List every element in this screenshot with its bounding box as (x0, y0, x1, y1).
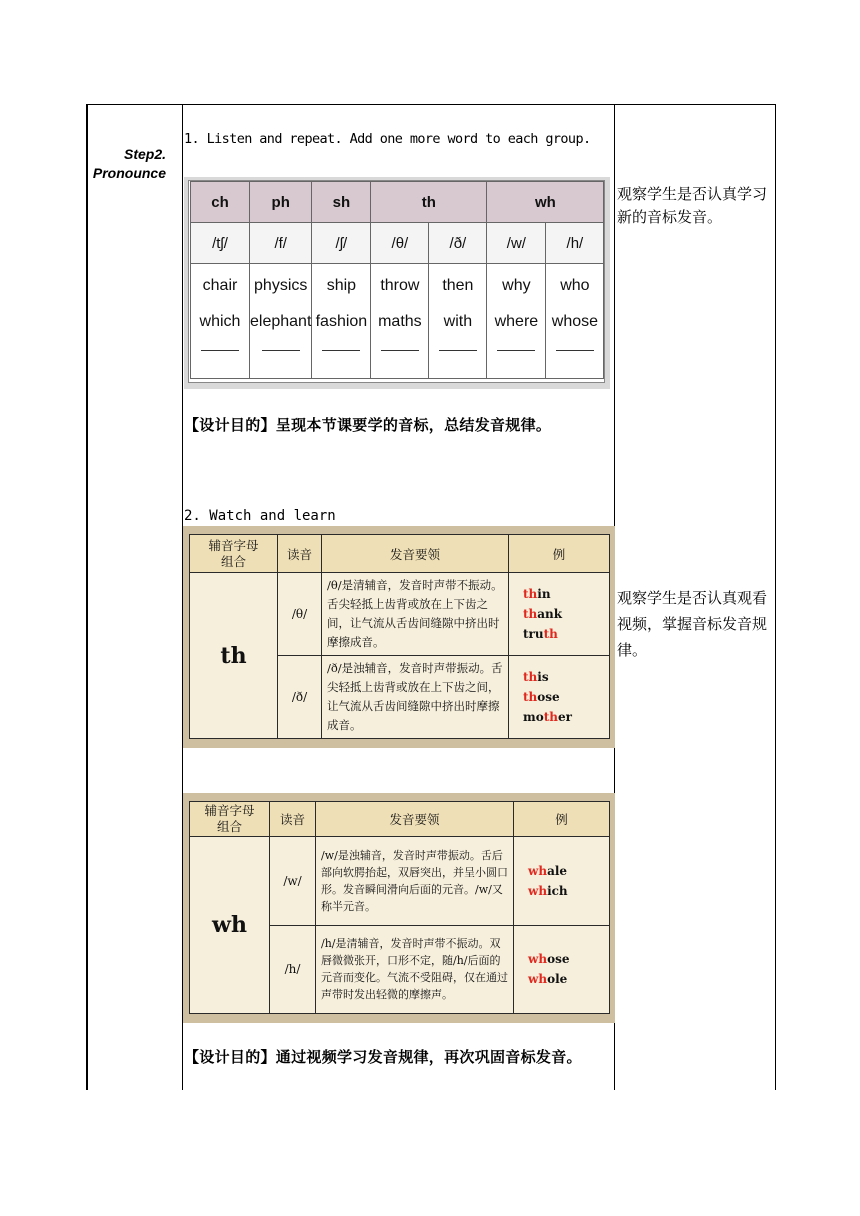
design-purpose-2: 【设计目的】通过视频学习发音规律，再次巩固音标发音。 (184, 1048, 582, 1066)
word-part: ole (547, 972, 568, 987)
pronunciation-tip: /θ/是清辅音，发音时声带不振动。舌尖轻抵上齿背或放在上下齿之间，让气流从舌齿间缝隙中挤出时摩擦成音。 (322, 573, 509, 656)
answer-blank[interactable] (201, 350, 239, 351)
answer-blank[interactable] (439, 350, 477, 351)
ipa-symbol: /h/ (546, 223, 604, 264)
group-label: th (371, 182, 487, 223)
highlighted-letters: th (523, 670, 538, 684)
design-purpose-1: 【设计目的】呈现本节课要学的音标，总结发音规律。 (184, 416, 552, 434)
pronunciation-tip: /h/是清辅音，发音时声带不振动。双唇微微张开，口形不定，随/h/后面的元音而变化。气流不受阻碍，仅在通过声带时发出轻微的摩擦声。 (316, 925, 514, 1014)
example-word (528, 881, 608, 901)
example-word: where (494, 313, 539, 330)
word-cell (250, 264, 312, 379)
letter-combo: th (190, 573, 278, 739)
th-video-frame (183, 526, 615, 748)
highlighted-letters: wh (528, 952, 548, 967)
example-words (514, 925, 610, 1014)
example-word (523, 667, 608, 687)
group-label: wh (487, 182, 604, 223)
ipa-symbol: /f/ (250, 223, 312, 264)
header-cell: 辅音字母组合 (190, 535, 278, 573)
example-word: why (502, 277, 531, 294)
example-word (523, 624, 608, 644)
word-cell (546, 264, 604, 379)
step-label (86, 145, 166, 183)
example-words (514, 837, 610, 926)
phoneme: /h/ (270, 925, 316, 1014)
highlighted-letters: th (523, 607, 538, 621)
phoneme: /w/ (270, 837, 316, 926)
listen-instruction: 1. Listen and repeat. Add one more word to each group. (184, 131, 591, 147)
example-word: fashion (315, 313, 368, 330)
example-word: whose (551, 313, 599, 330)
example-word: throw (380, 277, 420, 294)
ipa-symbol: /tʃ/ (191, 223, 250, 264)
example-word (523, 584, 608, 604)
word-part: mo (523, 710, 544, 724)
answer-blank[interactable] (322, 350, 360, 351)
highlighted-letters: wh (528, 863, 548, 878)
phonics-words-row (191, 264, 604, 379)
word-part: ose (537, 690, 560, 704)
example-word: which (199, 313, 241, 330)
word-cell (487, 264, 546, 379)
ipa-symbol: /ʃ/ (312, 223, 371, 264)
example-word (523, 604, 608, 624)
highlighted-letters: wh (528, 972, 548, 987)
header-cell: 读音 (270, 802, 316, 837)
word-part: ank (537, 607, 563, 621)
group-label: ph (250, 182, 312, 223)
observation-note-1: 观察学生是否认真学习新的音标发音。 (617, 185, 768, 226)
wh-table (189, 801, 610, 1014)
watch-instruction: 2. Watch and learn (184, 508, 336, 524)
answer-blank[interactable] (497, 350, 535, 351)
ipa-symbol: /ð/ (429, 223, 487, 264)
word-part: in (537, 587, 551, 601)
step-label-text: Step2. Pronounce (92, 146, 166, 181)
phoneme: /θ/ (278, 573, 322, 656)
phonics-chart-image (184, 177, 610, 389)
highlighted-letters: wh (528, 883, 548, 898)
highlighted-letters: th (523, 690, 538, 704)
example-words (509, 573, 610, 656)
example-word: who (560, 277, 590, 294)
example-word: physics (254, 277, 308, 294)
example-words (509, 656, 610, 739)
answer-blank[interactable] (556, 350, 594, 351)
wh-video-frame (183, 793, 615, 1023)
example-word: maths (378, 313, 422, 330)
example-word: then (442, 277, 474, 294)
example-word (523, 707, 608, 727)
header-cell: 例 (514, 802, 610, 837)
th-table (189, 534, 610, 739)
word-part: ale (547, 863, 568, 878)
pronunciation-tip: /w/是浊辅音，发音时声带振动。舌后部向软腭抬起，双唇突出，并呈小圆口形。发音瞬间滑向后面的元音。/w/又称半元音。 (316, 837, 514, 926)
letter-combo: wh (190, 837, 270, 1014)
th-row-1 (190, 573, 610, 656)
example-word (528, 861, 608, 881)
wh-row-1 (190, 837, 610, 926)
phonics-header-row (191, 182, 604, 223)
example-word (523, 687, 608, 707)
header-cell: 例 (509, 535, 610, 573)
header-cell: 辅音字母组合 (190, 802, 270, 837)
group-label: ch (191, 182, 250, 223)
ipa-symbol: /w/ (487, 223, 546, 264)
word-part: tru (523, 627, 544, 641)
phonics-grid (190, 181, 604, 379)
th-header-row (190, 535, 610, 573)
word-cell (312, 264, 371, 379)
wh-card (189, 801, 609, 1014)
example-word: with (443, 313, 473, 330)
pronunciation-tip: /ð/是浊辅音，发音时声带振动。舌尖轻抵上齿背或放在上下齿之间，让气流从舌齿间缝隙中挤出时摩擦成音。 (322, 656, 509, 739)
highlighted-letters: th (523, 587, 538, 601)
highlighted-letters: th (543, 710, 558, 724)
word-cell (191, 264, 250, 379)
answer-blank[interactable] (262, 350, 300, 351)
header-cell: 发音要领 (316, 802, 514, 837)
word-cell (371, 264, 429, 379)
wh-header-row (190, 802, 610, 837)
word-part: is (537, 670, 549, 684)
highlighted-letters: th (543, 627, 558, 641)
word-part: ose (547, 952, 570, 967)
example-word: chair (202, 277, 238, 294)
answer-blank[interactable] (381, 350, 419, 351)
th-card (189, 534, 609, 739)
observation-note-2: 观察学生是否认真观看视频，掌握音标发音规律。 (617, 589, 768, 659)
example-word: elephant (250, 313, 312, 330)
example-word: ship (326, 277, 357, 294)
phoneme: /ð/ (278, 656, 322, 739)
word-part: ich (547, 883, 568, 898)
header-cell: 发音要领 (322, 535, 509, 573)
header-cell: 读音 (278, 535, 322, 573)
word-cell (429, 264, 487, 379)
example-word (528, 969, 608, 989)
group-label: sh (312, 182, 371, 223)
word-part: er (557, 710, 572, 724)
phonics-ipa-row (191, 223, 604, 264)
example-word (528, 949, 608, 969)
ipa-symbol: /θ/ (371, 223, 429, 264)
